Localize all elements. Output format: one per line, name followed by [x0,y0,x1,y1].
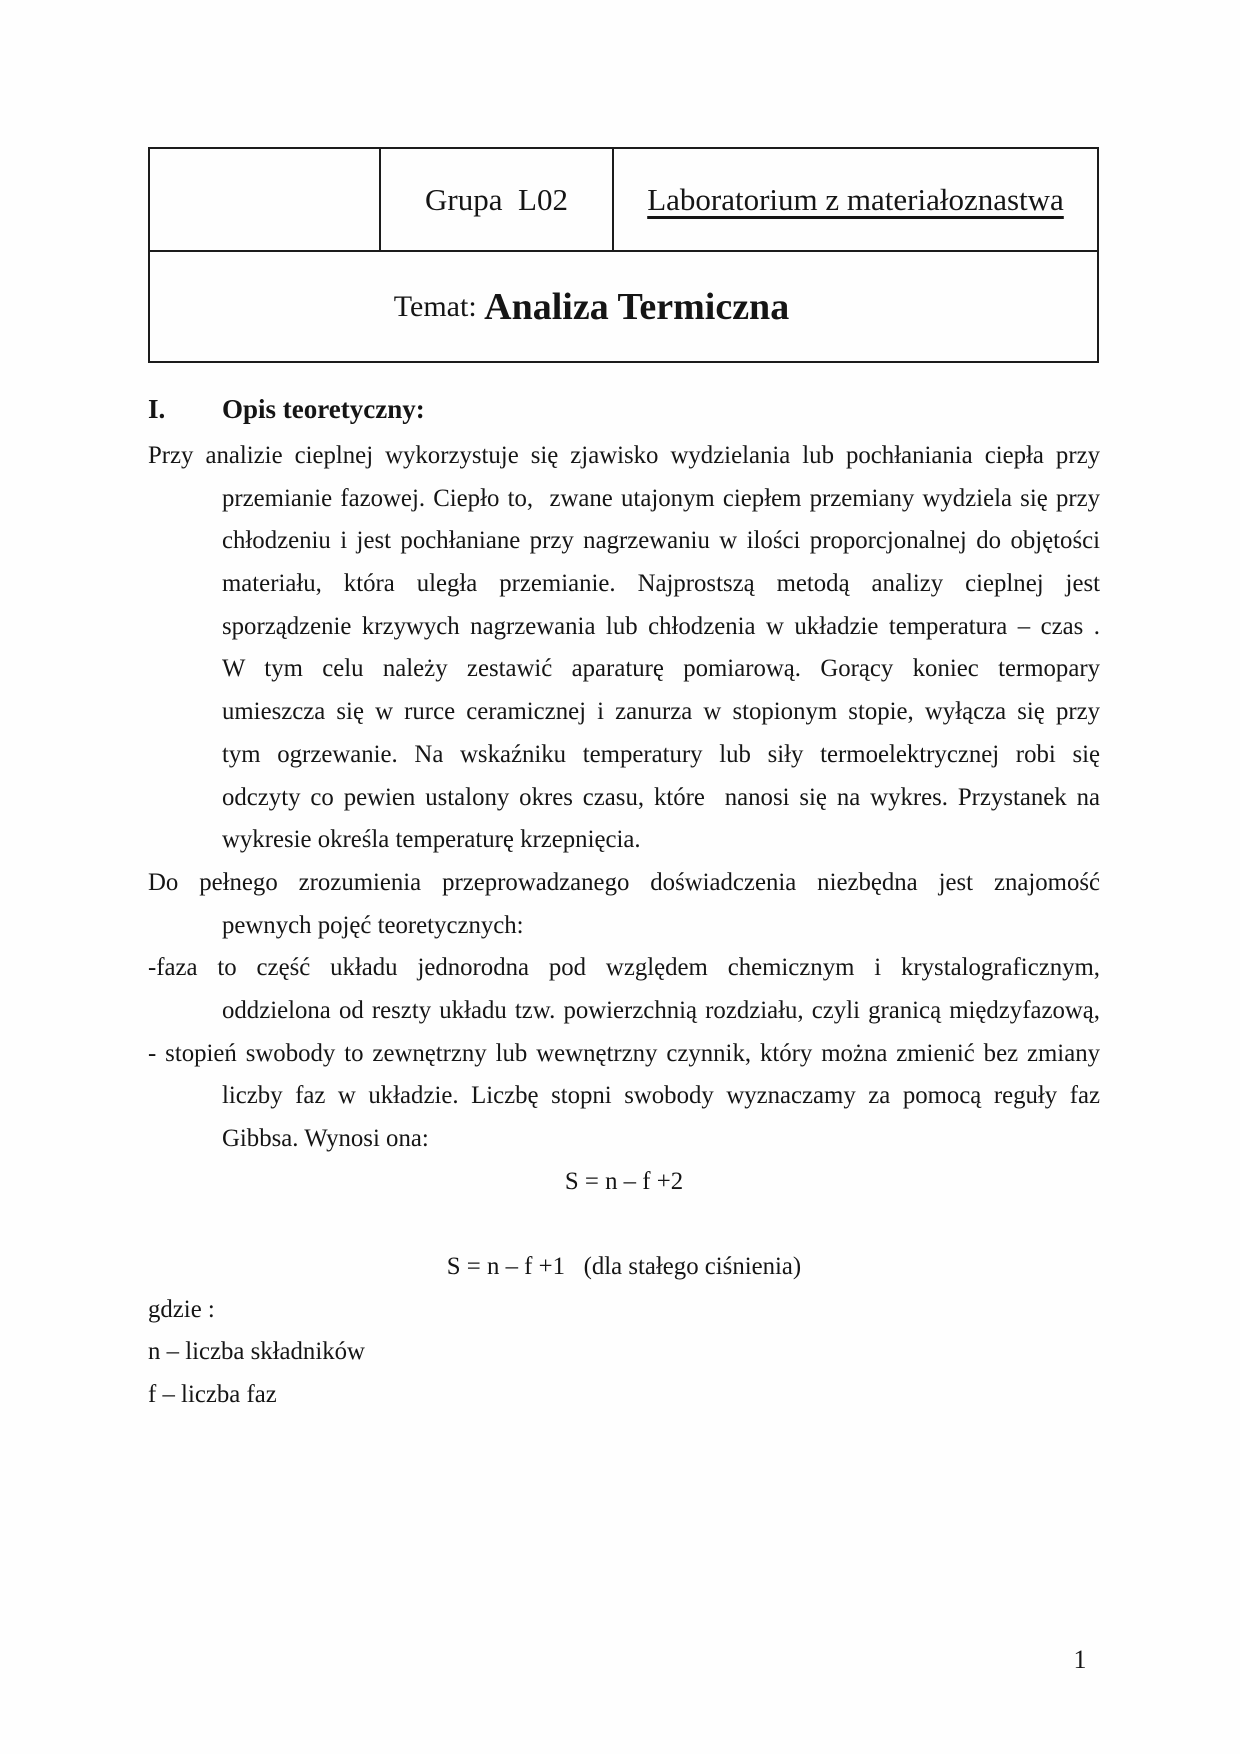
text-line: umieszcza się w rurce ceramicznej i zanurza w stopionym stopie, wyłącza się przy [222,698,1100,726]
blank-line [148,1203,1100,1246]
header-table-row-2 [150,252,1097,361]
text-line: n – liczba składników [148,1338,365,1366]
header-table [148,147,1099,363]
text-line: przemianie fazowej. Ciepło to, zwane utajonym ciepłem przemiany wydziela się przy [222,484,1100,512]
text-line: sporządzenie krzywych nagrzewania lub chłodzenia w układzie temperatura – czas . [222,612,1100,640]
text-line: odczyty co pewien ustalony okres czasu, które nanosi się na wykres. Przystanek na [222,783,1100,811]
text-line: Gibbsa. Wynosi ona: [222,1125,429,1152]
formula-line: S = n – f +1 (dla stałego ciśnienia) [446,1253,802,1281]
text-line: Przy analizie cieplnej wykorzystuje się zjawisko wydzielania lub pochłaniania ciepła przy [148,442,1100,469]
section-title: Opis teoretyczny: [222,394,425,424]
text-line: chłodzeniu i jest pochłaniane przy nagrzewaniu w ilości proporcjonalnej do objętości [222,527,1100,555]
body-text [148,435,1100,1417]
text-line: oddzielona od reszty układu tzw. powierzchnią rozdziału, czyli granicą międzyfazową, [222,996,1100,1024]
text-line: tym ogrzewanie. Na wskaźniku temperatury lub siły termoelektrycznej robi się [222,740,1100,768]
text-line: W tym celu należy zestawić aparaturę pomiarową. Gorący koniec termopary [222,655,1100,683]
text-line: materiału, która uległa przemianie. Najprostszą metodą analizy cieplnej jest [222,570,1100,598]
text-line: Do pełnego zrozumienia przeprowadzanego doświadczenia niezbędna jest znajomość [148,868,1100,896]
header-table-row-1 [150,149,1097,252]
text-line: pewnych pojęć teoretycznych: [222,911,524,939]
topic-prefix: Temat: [393,289,485,323]
text-line: liczby faz w układzie. Liczbę stopni swobody wyznaczamy za pomocą reguły faz [222,1082,1100,1110]
header-table-empty-cell [150,149,381,250]
lab-title-cell [614,149,1097,250]
section-numeral: I. [148,394,166,424]
formula-line: S = n – f +2 [564,1167,684,1195]
lab-title: Laboratorium z materiałoznastwa [647,181,1064,217]
group-label: Grupa L02 [381,149,614,250]
text-line: f – liczba faz [148,1381,277,1409]
text-line: wykresie określa temperaturę krzepnięcia. [222,826,641,854]
text-line: -faza to część układu jednorodna pod względem chemicznym i krystalograficznym, [148,954,1100,982]
text-line: - stopień swobody to zewnętrzny lub wewnętrzny czynnik, który można zmienić bez zmiany [148,1039,1100,1067]
topic-title: Analiza Termiczna [484,285,790,328]
page-number: 1 [1073,1645,1087,1674]
section-heading [148,388,1100,431]
text-line: gdzie : [148,1295,215,1323]
